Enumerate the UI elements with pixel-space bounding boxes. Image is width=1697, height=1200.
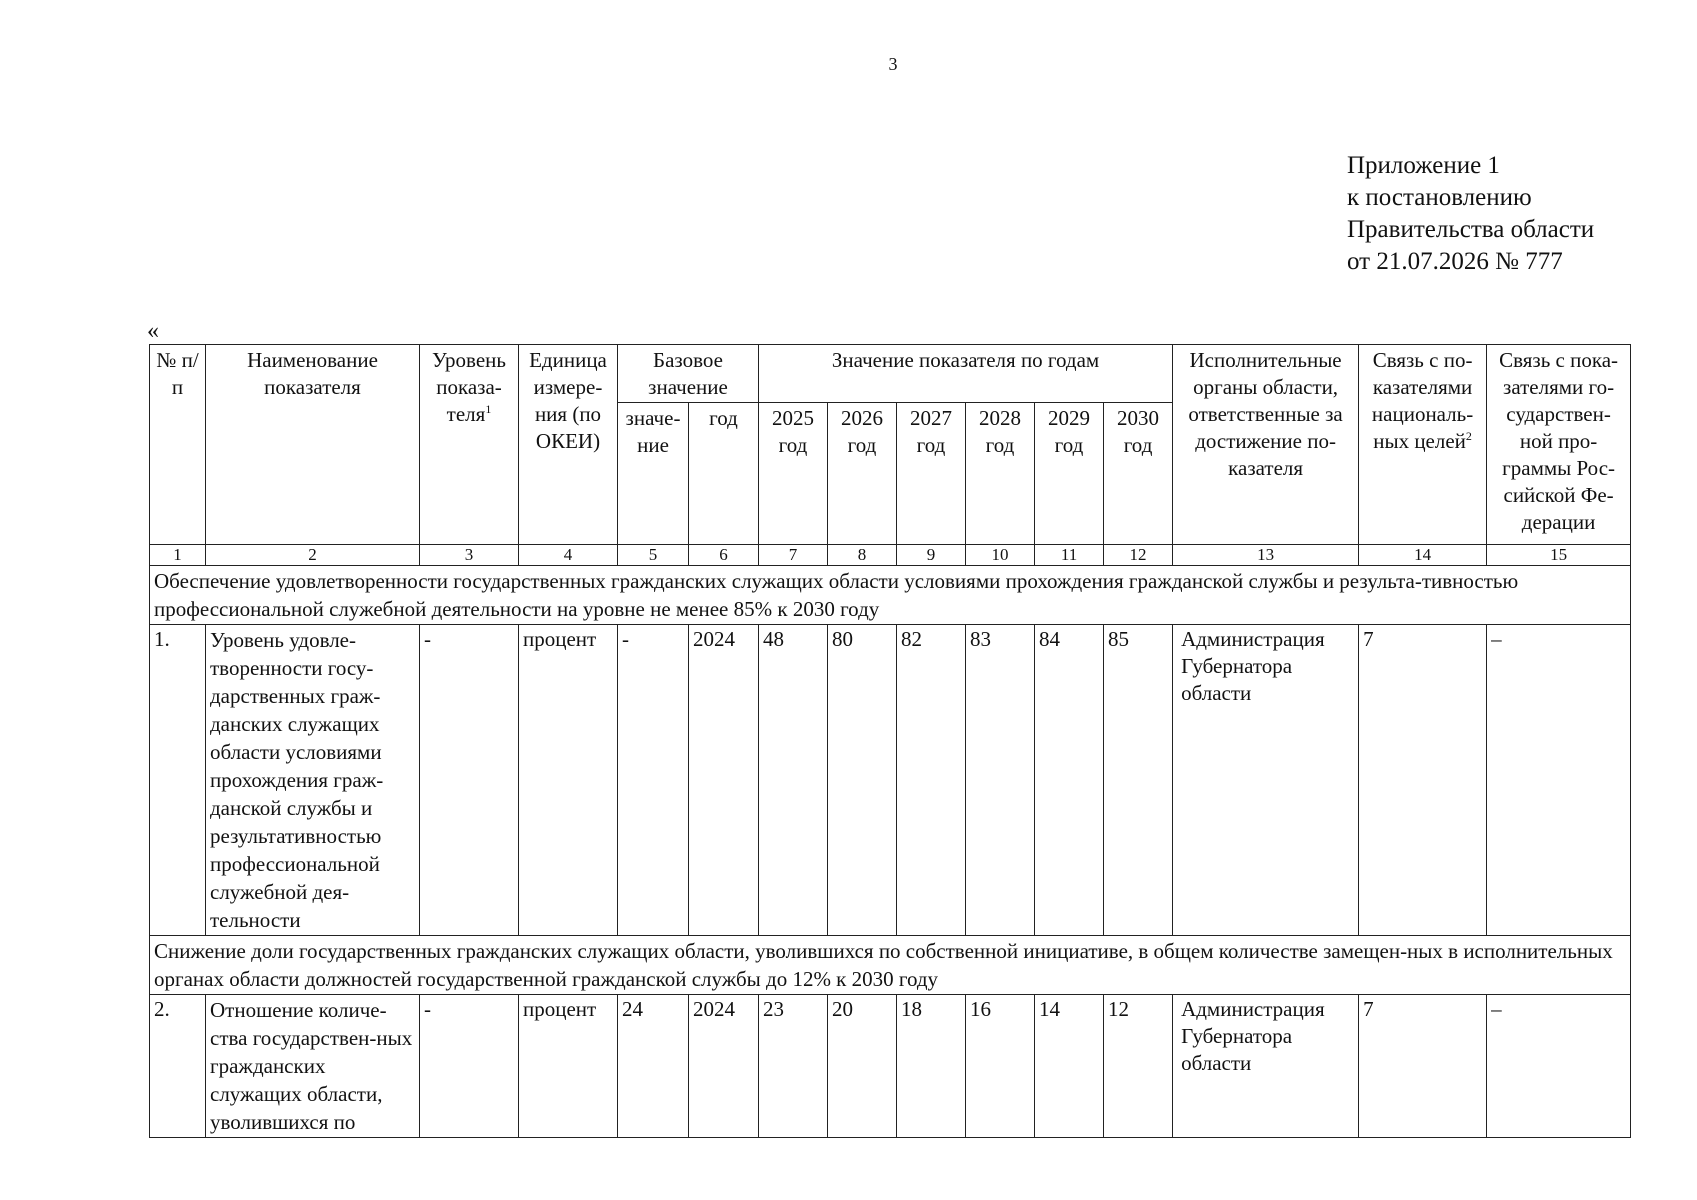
column-number: 14: [1359, 545, 1487, 566]
header-national-goals-text: Связь с по-казателями националь-ных целей: [1371, 348, 1474, 453]
column-number: 6: [689, 545, 759, 566]
row-level: -: [420, 995, 519, 1138]
column-number: 7: [759, 545, 828, 566]
header-name: Наименование показателя: [206, 345, 420, 545]
column-number: 8: [828, 545, 897, 566]
goal-row: [150, 936, 1631, 995]
column-number: 2: [206, 545, 420, 566]
row-value-2027: 82: [897, 625, 966, 936]
goal-row: [150, 566, 1631, 625]
row-value-2030: 85: [1104, 625, 1173, 936]
header-base-year: год: [689, 403, 759, 545]
row-value-2025: 23: [759, 995, 828, 1138]
header-year-2027: 2027 год: [897, 403, 966, 545]
header-year-2028: 2028 год: [966, 403, 1035, 545]
row-base-value: -: [618, 625, 689, 936]
goal-2-text: Снижение доли государственных гражданских служащих области, уволившихся по собственной инициативе, в общем количестве замещен-ных в исполнительных органах области должностей государственной гражданской службы до 12% к 2030 году: [150, 936, 1631, 995]
header-year-2025: 2025 год: [759, 403, 828, 545]
goal-1-text: Обеспечение удовлетворенности государственных гражданских служащих области условиями прохождения гражданской службы и результа-тивностью профессиональной служебной деятельности на уровне не менее 85% к 2030 году: [150, 566, 1631, 625]
row-value-2028: 83: [966, 625, 1035, 936]
row-base-year: 2024: [689, 625, 759, 936]
row-unit: процент: [519, 995, 618, 1138]
header-executors: Исполнительные органы области, ответственные за достижение по-казателя: [1173, 345, 1359, 545]
header-national-goals: [1359, 345, 1487, 545]
row-base-value: 24: [618, 995, 689, 1138]
appendix-line-4: от 21.07.2026 № 777: [1347, 248, 1563, 275]
row-value-2026: 80: [828, 625, 897, 936]
row-state-program: –: [1487, 995, 1631, 1138]
header-base: Базовое значение: [618, 345, 759, 403]
page-number: 3: [888, 54, 898, 74]
row-indicator-name: Уровень удовле-творенности госу-дарственных граж-данских служащих области условиями прохождения граж-данской службы и результативностью профессиональной служебной дея-тельности: [206, 625, 420, 936]
table-row: [150, 995, 1631, 1138]
open-quote: «: [147, 318, 159, 344]
row-value-2029: 84: [1035, 625, 1104, 936]
header-state-program: Связь с пока-зателями го-сударствен-ной про-граммы Рос-сийской Фе-дерации: [1487, 345, 1631, 545]
appendix-line-1: Приложение 1: [1347, 152, 1500, 179]
appendix-line-2: к постановлению: [1347, 184, 1532, 211]
column-number: 9: [897, 545, 966, 566]
row-num: 2.: [150, 995, 206, 1138]
row-value-2030: 12: [1104, 995, 1173, 1138]
column-number: 11: [1035, 545, 1104, 566]
indicators-table: [149, 344, 1631, 1138]
row-national-goals: 7: [1359, 625, 1487, 936]
row-num: 1.: [150, 625, 206, 936]
footnote-1-marker: 1: [485, 402, 492, 416]
table-row: [150, 625, 1631, 936]
header-year-2026: 2026 год: [828, 403, 897, 545]
header-level: [420, 345, 519, 545]
row-national-goals: 7: [1359, 995, 1487, 1138]
column-numbers-row: [150, 545, 1631, 566]
column-number: 1: [150, 545, 206, 566]
header-year-2030: 2030 год: [1104, 403, 1173, 545]
footnote-2-marker: 2: [1465, 429, 1472, 443]
column-number: 4: [519, 545, 618, 566]
row-executor: Администрация Губернатора области: [1173, 995, 1359, 1138]
row-unit: процент: [519, 625, 618, 936]
header-unit: Единица измере-ния (по ОКЕИ): [519, 345, 618, 545]
column-number: 3: [420, 545, 519, 566]
row-level: -: [420, 625, 519, 936]
column-number: 5: [618, 545, 689, 566]
row-value-2025: 48: [759, 625, 828, 936]
row-value-2029: 14: [1035, 995, 1104, 1138]
row-indicator-name: Отношение количе-ства государствен-ных гражданских служащих области, уволившихся по: [206, 995, 420, 1138]
header-years-group: Значение показателя по годам: [759, 345, 1173, 403]
header-base-value: значе-ние: [618, 403, 689, 545]
row-value-2028: 16: [966, 995, 1035, 1138]
header-level-text: Уровень показа-теля: [432, 348, 506, 426]
row-executor: Администрация Губернатора области: [1173, 625, 1359, 936]
row-state-program: –: [1487, 625, 1631, 936]
header-num: № п/п: [150, 345, 206, 545]
column-number: 15: [1487, 545, 1631, 566]
column-number: 13: [1173, 545, 1359, 566]
row-base-year: 2024: [689, 995, 759, 1138]
appendix-line-3: Правительства области: [1347, 216, 1595, 243]
row-value-2026: 20: [828, 995, 897, 1138]
column-number: 12: [1104, 545, 1173, 566]
row-value-2027: 18: [897, 995, 966, 1138]
column-number: 10: [966, 545, 1035, 566]
header-year-2029: 2029 год: [1035, 403, 1104, 545]
appendix-block: [1347, 150, 1594, 278]
